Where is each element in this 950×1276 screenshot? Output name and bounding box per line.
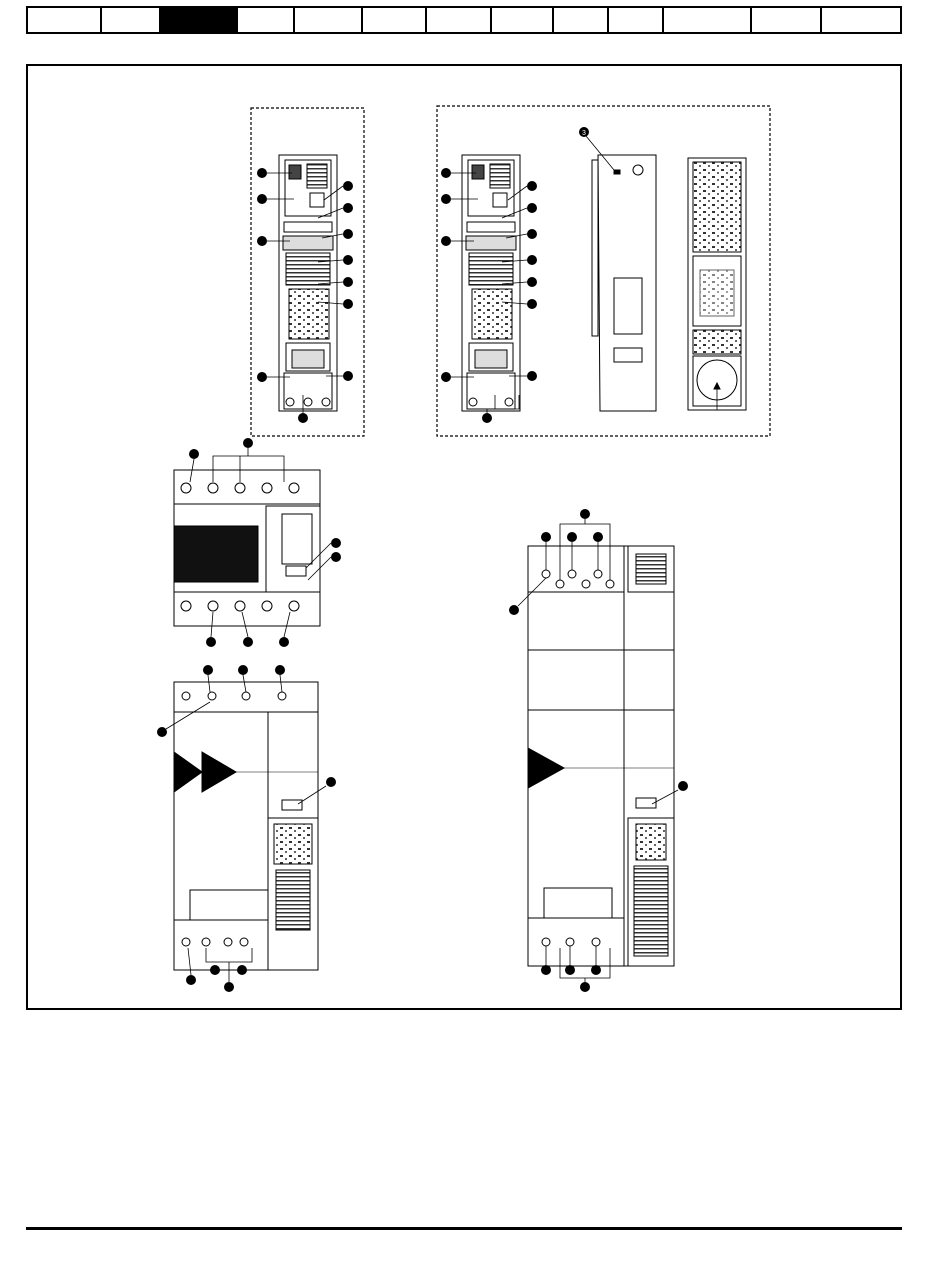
callout-number: 3 — [582, 130, 586, 137]
drive-internal-board-view — [688, 158, 746, 410]
drive-side-cover-view — [592, 155, 656, 411]
drive-power-terminal-view-large — [528, 546, 674, 966]
drive-power-terminal-view-small — [174, 470, 320, 626]
drive-power-terminal-view-medium — [174, 682, 318, 970]
